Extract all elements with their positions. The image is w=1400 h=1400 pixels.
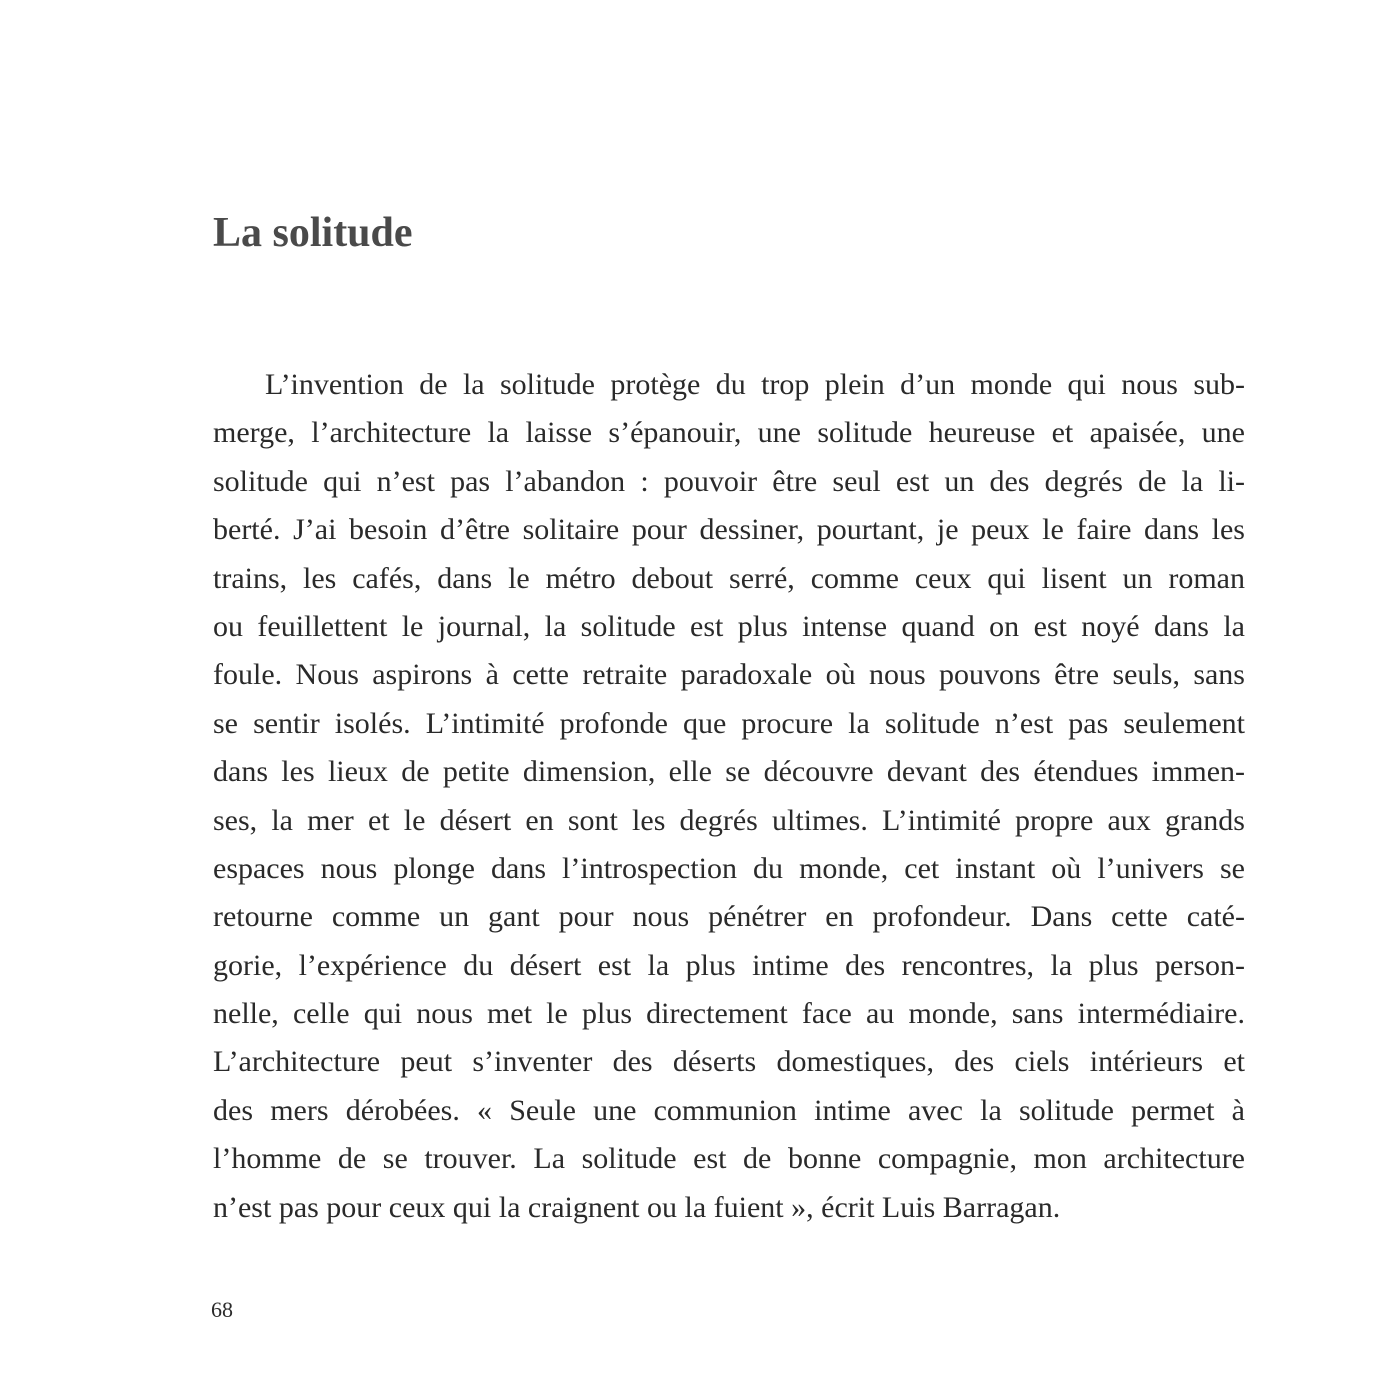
paragraph-line: n’est pas pour ceux qui la craignent ou la fuient », écrit Luis Barragan.	[213, 1190, 1061, 1224]
chapter-title: La solitude	[213, 210, 413, 256]
paragraph-line: des mers dérobées. « Seule une communion intime avec la solitude permet à	[213, 1093, 1245, 1127]
paragraph-line: gorie, l’expérience du désert est la plus intime des rencontres, la plus person-	[213, 948, 1245, 982]
paragraph-line: L’invention de la solitude protège du trop plein d’un monde qui nous sub-	[265, 368, 1245, 401]
body-paragraph	[213, 361, 1245, 1232]
paragraph-line: trains, les cafés, dans le métro debout serré, comme ceux qui lisent un roman	[213, 561, 1245, 595]
paragraph-line: solitude qui n’est pas l’abandon : pouvoir être seul est un des degrés de la li-	[213, 464, 1245, 498]
paragraph-line: espaces nous plonge dans l’introspection du monde, cet instant où l’univers se	[213, 851, 1245, 885]
paragraph-line: l’homme de se trouver. La solitude est de bonne compagnie, mon architecture	[213, 1142, 1245, 1176]
page-number: 68	[211, 1297, 233, 1322]
paragraph-line: dans les lieux de petite dimension, elle se découvre devant des étendues immen-	[213, 755, 1245, 789]
paragraph-line: nelle, celle qui nous met le plus directement face au monde, sans intermédiaire.	[213, 997, 1245, 1031]
paragraph-line: ou feuillettent le journal, la solitude est plus intense quand on est noyé dans la	[213, 609, 1245, 643]
paragraph-line: berté. J’ai besoin d’être solitaire pour dessiner, pourtant, je peux le faire dans les	[213, 513, 1245, 547]
paragraph-line: L’architecture peut s’inventer des déserts domestiques, des ciels intérieurs et	[213, 1045, 1245, 1079]
paragraph-line: ses, la mer et le désert en sont les degrés ultimes. L’intimité propre aux grands	[213, 803, 1245, 837]
paragraph-line: merge, l’architecture la laisse s’épanouir, une solitude heureuse et apaisée, une	[213, 416, 1245, 450]
paragraph-line: se sentir isolés. L’intimité profonde que procure la solitude n’est pas seulement	[213, 706, 1245, 740]
paragraph-line: retourne comme un gant pour nous pénétrer en profondeur. Dans cette caté-	[213, 900, 1245, 934]
paragraph-line: foule. Nous aspirons à cette retraite paradoxale où nous pouvons être seuls, sans	[213, 658, 1245, 692]
